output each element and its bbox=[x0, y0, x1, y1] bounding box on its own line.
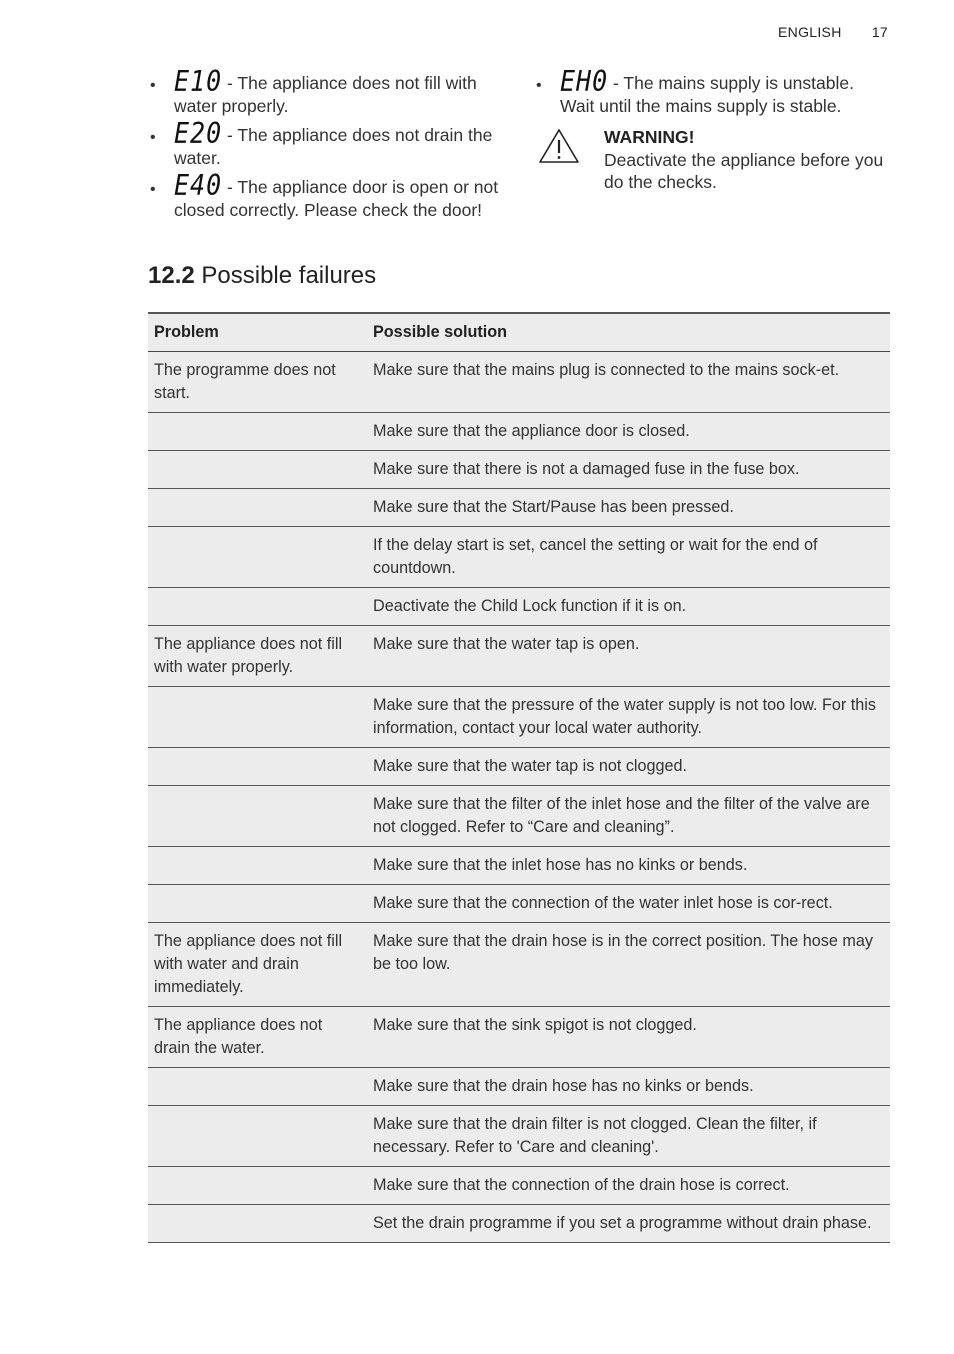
error-item bbox=[148, 64, 508, 117]
error-code: E20 bbox=[174, 116, 223, 151]
problem-cell: The appliance does not drain the water. bbox=[148, 1007, 367, 1068]
problem-cell bbox=[148, 527, 367, 588]
problem-cell bbox=[148, 1068, 367, 1106]
table-header-row bbox=[148, 313, 890, 352]
problem-cell bbox=[148, 687, 367, 748]
solution-cell: Make sure that the appliance door is closed. bbox=[367, 413, 890, 451]
bullet-icon: • bbox=[536, 77, 542, 94]
error-code: E10 bbox=[174, 64, 223, 99]
error-item bbox=[534, 64, 884, 117]
table-row bbox=[148, 451, 890, 489]
error-description: - The appliance door is open or not closed correctly. Please check the door! bbox=[174, 177, 499, 220]
page-header bbox=[778, 24, 888, 40]
error-codes-right bbox=[534, 64, 884, 194]
failures-table bbox=[148, 312, 890, 1243]
solution-cell: Make sure that the drain filter is not clogged. Clean the filter, if necessary. Refer to 'Care and cleaning'. bbox=[367, 1106, 890, 1167]
error-code: EH0 bbox=[560, 64, 609, 99]
problem-cell: The appliance does not fill with water and drain immediately. bbox=[148, 923, 367, 1007]
problem-cell bbox=[148, 885, 367, 923]
header-problem: Problem bbox=[148, 313, 367, 352]
table-row bbox=[148, 1106, 890, 1167]
solution-cell: Make sure that the connection of the drain hose is correct. bbox=[367, 1167, 890, 1205]
solution-cell: Make sure that the water tap is not clogged. bbox=[367, 748, 890, 786]
table-row bbox=[148, 1068, 890, 1106]
section-number: 12.2 bbox=[148, 262, 195, 289]
solution-cell: Make sure that the connection of the water inlet hose is cor-rect. bbox=[367, 885, 890, 923]
problem-cell: The programme does not start. bbox=[148, 352, 367, 413]
table-row bbox=[148, 786, 890, 847]
warning-box bbox=[534, 126, 884, 194]
problem-cell bbox=[148, 588, 367, 626]
table-row bbox=[148, 588, 890, 626]
solution-cell: Set the drain programme if you set a programme without drain phase. bbox=[367, 1205, 890, 1243]
table-row bbox=[148, 626, 890, 687]
problem-cell bbox=[148, 451, 367, 489]
solution-cell: If the delay start is set, cancel the setting or wait for the end of countdown. bbox=[367, 527, 890, 588]
problem-cell bbox=[148, 748, 367, 786]
table-row bbox=[148, 687, 890, 748]
problem-cell: The appliance does not fill with water properly. bbox=[148, 626, 367, 687]
error-description: - The appliance does not drain the water. bbox=[174, 125, 493, 168]
problem-cell bbox=[148, 1205, 367, 1243]
table-row bbox=[148, 352, 890, 413]
solution-cell: Make sure that the drain hose has no kinks or bends. bbox=[367, 1068, 890, 1106]
error-description: - The appliance does not fill with water properly. bbox=[174, 73, 477, 116]
warning-title: WARNING! bbox=[604, 127, 695, 147]
solution-cell: Make sure that the inlet hose has no kinks or bends. bbox=[367, 847, 890, 885]
table-row bbox=[148, 1205, 890, 1243]
error-item bbox=[148, 116, 508, 169]
problem-cell bbox=[148, 847, 367, 885]
table-row bbox=[148, 885, 890, 923]
section-title: Possible failures bbox=[194, 262, 377, 289]
table-row bbox=[148, 748, 890, 786]
table-row bbox=[148, 413, 890, 451]
bullet-icon: • bbox=[150, 77, 156, 94]
table-row bbox=[148, 923, 890, 1007]
error-description: - The mains supply is unstable. Wait until the mains supply is stable. bbox=[560, 73, 854, 116]
solution-cell: Make sure that the water tap is open. bbox=[367, 626, 890, 687]
section-heading bbox=[148, 262, 376, 290]
table-row bbox=[148, 1007, 890, 1068]
table-row bbox=[148, 489, 890, 527]
table-row bbox=[148, 1167, 890, 1205]
table-row bbox=[148, 527, 890, 588]
solution-cell: Make sure that the filter of the inlet hose and the filter of the valve are not clogged. Refer to “Care and cleaning”. bbox=[367, 786, 890, 847]
solution-cell: Make sure that the pressure of the water supply is not too low. For this information, contact your local water authority. bbox=[367, 687, 890, 748]
problem-cell bbox=[148, 1106, 367, 1167]
problem-cell bbox=[148, 1167, 367, 1205]
solution-cell: Make sure that the sink spigot is not clogged. bbox=[367, 1007, 890, 1068]
language-label: ENGLISH bbox=[778, 24, 842, 40]
warning-text: Deactivate the appliance before you do the checks. bbox=[604, 149, 884, 192]
error-codes-left bbox=[148, 64, 508, 228]
error-item bbox=[148, 168, 508, 221]
table-row bbox=[148, 847, 890, 885]
bullet-icon: • bbox=[150, 181, 156, 198]
table-body bbox=[148, 352, 890, 1243]
problem-cell bbox=[148, 786, 367, 847]
error-code: E40 bbox=[174, 168, 223, 203]
problem-cell bbox=[148, 489, 367, 527]
page-number: 17 bbox=[871, 24, 888, 40]
warning-triangle-icon bbox=[538, 128, 580, 164]
header-solution: Possible solution bbox=[367, 313, 890, 352]
problem-cell bbox=[148, 413, 367, 451]
solution-cell: Make sure that the Start/Pause has been pressed. bbox=[367, 489, 890, 527]
solution-cell: Deactivate the Child Lock function if it is on. bbox=[367, 588, 890, 626]
solution-cell: Make sure that the mains plug is connected to the mains sock-et. bbox=[367, 352, 890, 413]
bullet-icon: • bbox=[150, 129, 156, 146]
solution-cell: Make sure that the drain hose is in the correct position. The hose may be too low. bbox=[367, 923, 890, 1007]
solution-cell: Make sure that there is not a damaged fuse in the fuse box. bbox=[367, 451, 890, 489]
